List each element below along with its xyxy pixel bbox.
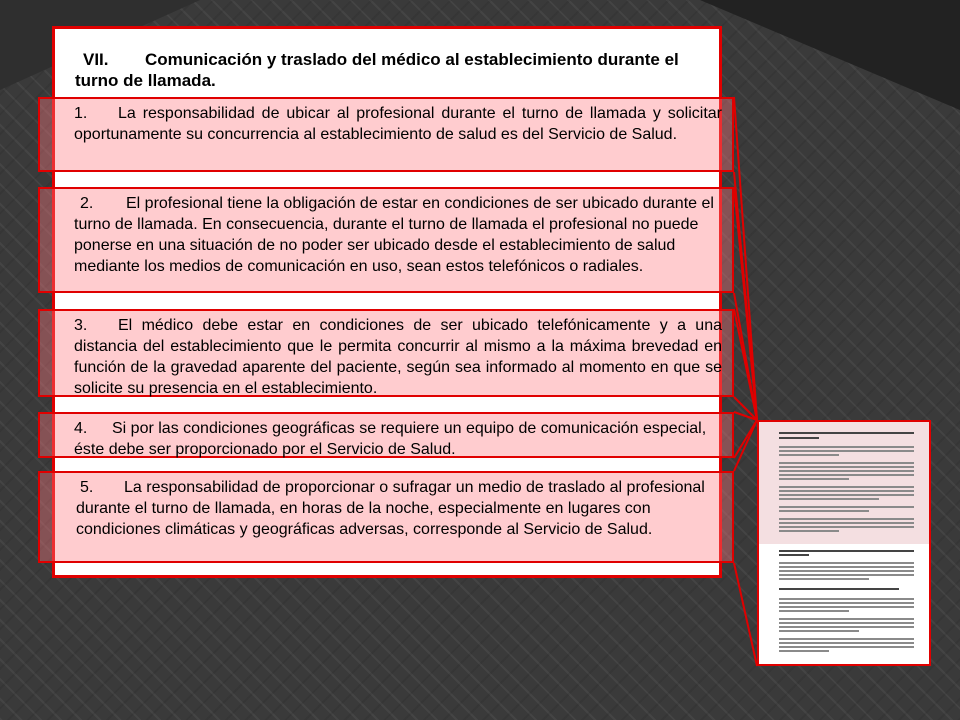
- section-title: Comunicación y traslado del médico al establecimiento durante el turno de llamada.: [75, 50, 679, 90]
- thumbnail-remaining-text: [759, 544, 929, 664]
- paragraph-text: Si por las condiciones geográficas se requiere un equipo de comunicación especial, éste debe ser proporcionado por el Servicio de Salud.: [74, 420, 707, 458]
- paragraph-text: El profesional tiene la obligación de estar en condiciones de ser ubicado durante el turno de llamada. En consecuencia, durante el turno de llamada el profesional no puede ponerse en una situación de no poder ser ubicado desde el establecimiento de salud mediante los medios de comunicación en uso, sean estos telefónicos o radiales.: [74, 195, 714, 275]
- paragraph-number: 2.: [80, 195, 94, 212]
- paragraph-text: La responsabilidad de ubicar al profesional durante el turno de llamada y solicitar oportunamente su concurrencia al establecimiento de salud es del Servicio de Salud.: [74, 105, 722, 143]
- paragraph-number: 4.: [74, 420, 88, 437]
- paragraph-number: 3.: [74, 317, 88, 334]
- thumbnail-highlighted-region: [759, 422, 929, 544]
- paragraph-number: 1.: [74, 105, 88, 122]
- section-number: VII.: [83, 50, 109, 69]
- paragraph-number: 5.: [80, 479, 94, 496]
- paragraph-text: La responsabilidad de proporcionar o sufragar un medio de traslado al profesional durante el turno de llamada, en horas de la noche, especialmente en lugares con condiciones climáticas y geográficas adversas, corresponde al Servicio de Salud.: [76, 479, 705, 538]
- document-thumbnail: [757, 420, 931, 666]
- paragraph-text: El médico debe estar en condiciones de ser ubicado telefónicamente y a una distancia del establecimiento que le permita concurrir al mismo a la máxima brevedad en función de la gravedad aparente del paciente, según sea informado al momento en que se solicite su presencia en el establecimiento.: [74, 317, 722, 397]
